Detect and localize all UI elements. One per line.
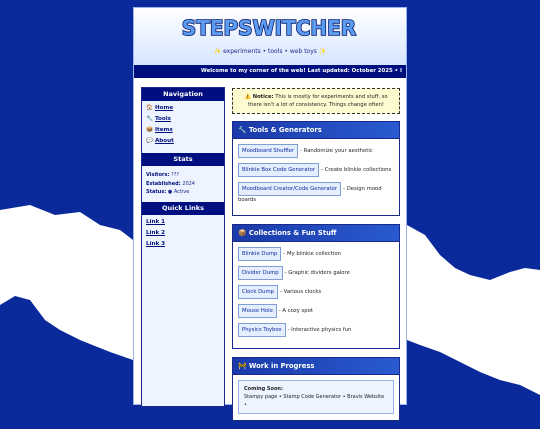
coming-soon-label: Coming Soon: — [244, 386, 283, 392]
nav-list — [142, 101, 224, 153]
quick-link-3[interactable]: Link 3 — [146, 240, 166, 247]
blinkie-dump-button[interactable]: Blinkie Dump — [238, 247, 281, 261]
coming-soon-panel — [238, 380, 394, 414]
speech-bubble-icon: 💬 — [146, 138, 153, 144]
nav-heading: Navigation — [142, 88, 224, 101]
nav-item-items[interactable]: 📦 Items — [146, 127, 173, 133]
stats-heading: Stats — [142, 153, 224, 166]
collection-row: Blinkie Dump - My blinkie collection — [238, 247, 394, 261]
svg-text:STEPSWITCHER: STEPSWITCHER — [181, 16, 357, 40]
wip-heading: 🚧 Work in Progress — [233, 358, 399, 375]
clock-dump-button[interactable]: Clock Dump — [238, 285, 278, 299]
collection-row: Physics Toybox - Interactive physics fun — [238, 323, 394, 337]
moodboard-creator-button[interactable]: Moodboard Creator/Code Generator — [238, 182, 341, 196]
quick-link-2[interactable]: Link 2 — [146, 229, 166, 236]
stat-status: Status: ● Active — [146, 189, 190, 195]
moodboard-shuffler-button[interactable]: Moodboard Shuffler — [238, 144, 298, 158]
collection-row: Divider Dump - Graphic dividers galore — [238, 266, 394, 280]
stat-established: Established: 2024 — [146, 180, 195, 187]
notice-text: This is mostly for experiments and stuff, so there isn't a lot of consistency. Things change often! — [248, 94, 388, 108]
home-icon: 🏠 — [146, 105, 153, 111]
nav-item-about[interactable]: 💬 About — [146, 138, 174, 144]
coming-soon-text: Stampy page • Stamp Code Generator • Bravis Website • — [244, 394, 385, 408]
collections-heading: 📦 Collections & Fun Stuff — [233, 225, 399, 242]
tools-heading: 🔧 Tools & Generators — [233, 122, 399, 139]
main-content — [232, 88, 400, 429]
left-white-shape — [0, 205, 133, 360]
notice-box — [232, 88, 400, 114]
divider-dump-button[interactable]: Divider Dump — [238, 266, 283, 280]
site-header — [134, 8, 406, 65]
sidebar — [141, 87, 225, 407]
stats-panel — [142, 166, 224, 202]
collection-row: Clock Dump - Various clocks — [238, 285, 394, 299]
wrench-icon: 🔧 — [146, 116, 153, 122]
site-logo[interactable] — [181, 12, 357, 44]
right-white-shape — [407, 225, 540, 395]
mouse-hole-button[interactable]: Mouse Hole — [238, 304, 277, 318]
physics-toybox-button[interactable]: Physics Toybox — [238, 323, 286, 337]
tool-row: Blinkie Box Code Generator - Create blinkie collections — [238, 163, 394, 177]
quick-links-heading: Quick Links — [142, 202, 224, 215]
wip-section — [232, 357, 400, 421]
tools-section — [232, 121, 400, 216]
page-container — [133, 7, 407, 408]
blinkie-box-code-generator-button[interactable]: Blinkie Box Code Generator — [238, 163, 319, 177]
stat-visitors: Visitors: ??? — [146, 172, 180, 178]
quick-links-list — [142, 215, 224, 256]
nav-item-tools[interactable]: 🔧 Tools — [146, 116, 171, 122]
quick-link-1[interactable]: Link 1 — [146, 218, 166, 225]
site-tagline: ✨ experiments • tools • web toys ✨ — [213, 48, 327, 55]
tool-row: Moodboard Shuffler - Randomize your aesthetic — [238, 144, 394, 158]
tool-row: Moodboard Creator/Code Generator - Design mood boards — [238, 182, 394, 204]
nav-item-home[interactable]: 🏠 Home — [146, 105, 174, 111]
collection-row: Mouse Hole - A cozy spot — [238, 304, 394, 318]
notice-label: ⚠️ Notice: — [244, 94, 274, 100]
package-icon: 📦 — [146, 127, 153, 133]
welcome-marquee: Welcome to my corner of the web! Last updated: October 2025 • I — [134, 65, 406, 78]
collections-section — [232, 224, 400, 349]
